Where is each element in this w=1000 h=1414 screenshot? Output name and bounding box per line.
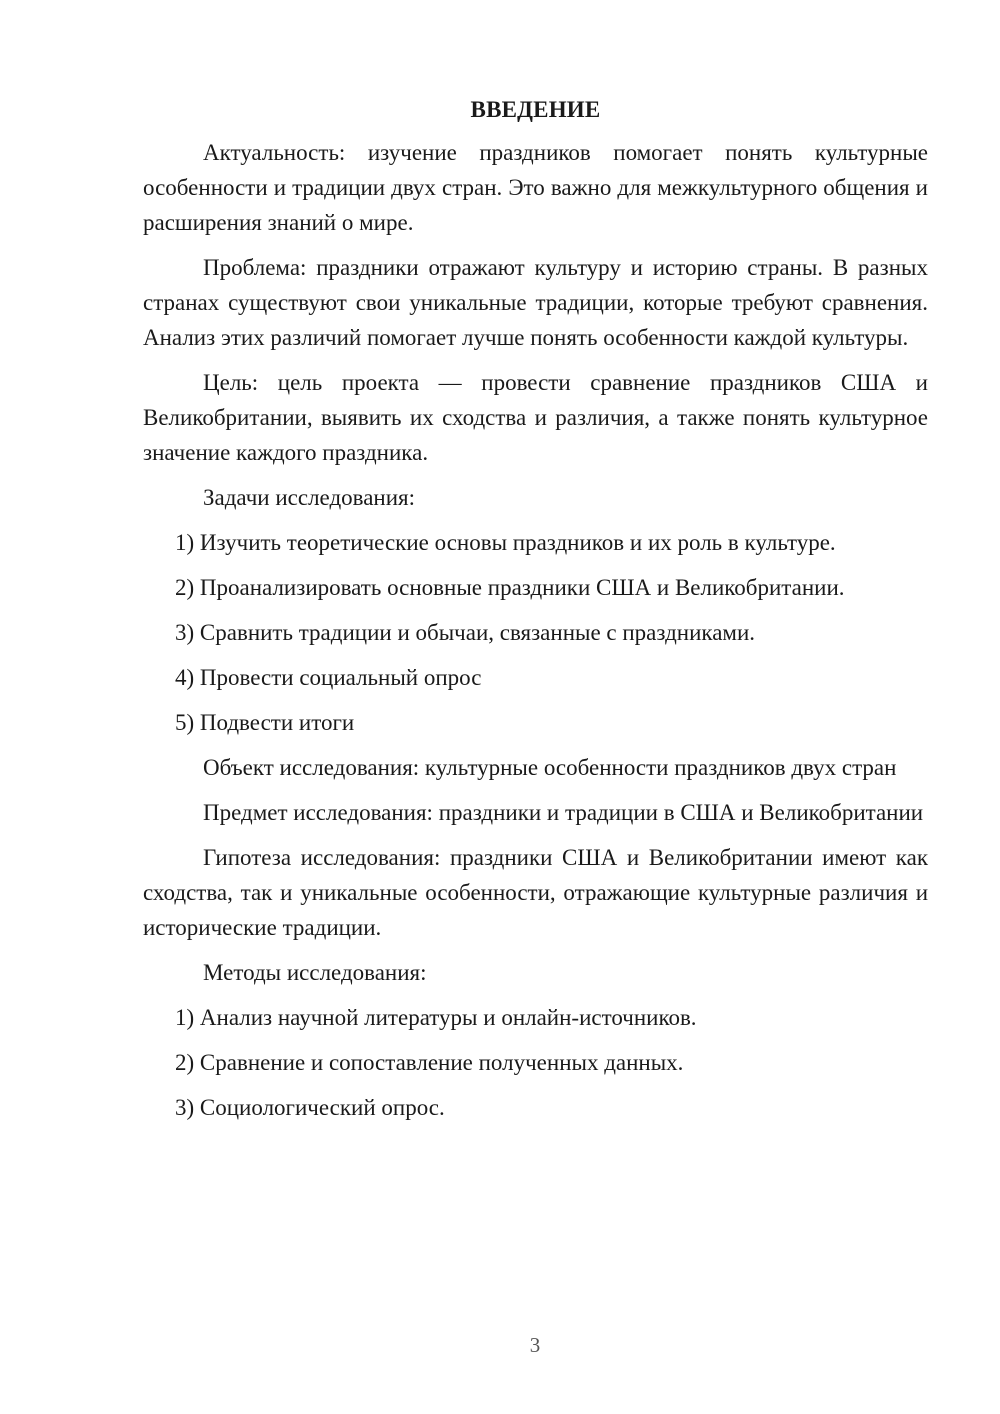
relevance-paragraph: Актуальность: изучение праздников помогает понять культурные особенности и традиции двух стран. Это важно для межкультурного общения и расширения знаний о мире. — [143, 140, 928, 235]
tasks-list — [143, 525, 928, 740]
task-item: 4) Провести социальный опрос — [175, 665, 482, 690]
object-paragraph: Объект исследования: культурные особенности праздников двух стран — [203, 755, 897, 780]
hypothesis-paragraph: Гипотеза исследования: праздники США и Великобритании имеют как сходства, так и уникальные особенности, отражающие культурные различия и исторические традиции. — [143, 845, 928, 940]
task-item: 1) Изучить теоретические основы праздников и их роль в культуре. — [175, 530, 836, 555]
task-item: 3) Сравнить традиции и обычаи, связанные с праздниками. — [175, 620, 756, 645]
methods-heading: Методы исследования: — [203, 960, 427, 985]
tasks-heading: Задачи исследования: — [203, 485, 416, 510]
task-item: 2) Проанализировать основные праздники США и Великобритании. — [175, 575, 845, 600]
task-item: 5) Подвести итоги — [175, 710, 355, 735]
problem-paragraph: Проблема: праздники отражают культуру и историю страны. В разных странах существуют свои уникальные традиции, которые требуют сравнения. Анализ этих различий помогает лучше понять особенности каждой культуры. — [143, 255, 928, 350]
method-item: 2) Сравнение и сопоставление полученных данных. — [175, 1050, 684, 1075]
subject-paragraph: Предмет исследования: праздники и традиции в США и Великобритании — [203, 800, 924, 825]
goal-paragraph: Цель: цель проекта — провести сравнение праздников США и Великобритании, выявить их сходства и различия, а также понять культурное значение каждого праздника. — [143, 370, 928, 465]
page-number: 3 — [529, 1333, 541, 1357]
method-item: 1) Анализ научной литературы и онлайн-источников. — [175, 1005, 697, 1030]
method-item: 3) Социологический опрос. — [175, 1095, 445, 1120]
methods-list — [143, 1000, 928, 1125]
section-title: ВВЕДЕНИЕ — [470, 97, 601, 122]
document-body — [143, 92, 928, 1135]
